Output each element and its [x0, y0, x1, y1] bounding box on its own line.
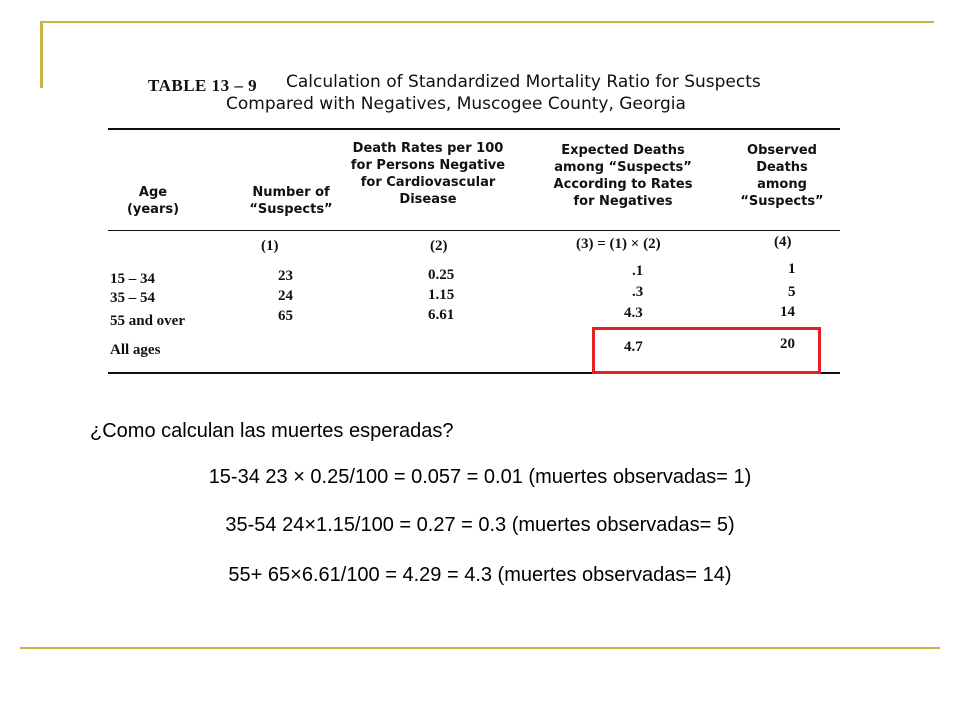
row-age: 55 and over	[110, 313, 185, 329]
highlight-box	[592, 327, 821, 374]
cell-number: 65	[278, 308, 293, 324]
header-col2-line: for Cardiovascular	[360, 175, 496, 190]
header-col3-line: for Negatives	[573, 194, 673, 209]
header-age	[118, 184, 188, 218]
cell-observed: 1	[788, 261, 796, 277]
header-col1	[236, 184, 346, 218]
cell-total-expected: 4.7	[624, 339, 643, 355]
row-age: 35 – 54	[110, 290, 155, 306]
decorative-top-line	[40, 21, 934, 23]
cell-expected: .1	[632, 263, 644, 279]
table-top-rule	[108, 128, 840, 130]
header-col4-line: among	[757, 177, 807, 192]
cell-rate: 0.25	[428, 267, 455, 283]
header-col3-line: According to Rates	[553, 177, 693, 192]
header-col2	[348, 140, 508, 208]
cell-observed: 14	[780, 304, 795, 320]
header-col2-line: for Persons Negative	[350, 158, 506, 173]
cell-rate: 6.61	[428, 307, 455, 323]
header-col4-line: “Suspects”	[740, 194, 824, 209]
header-col4	[732, 142, 832, 210]
cell-total-observed: 20	[780, 336, 795, 352]
cell-rate: 1.15	[428, 287, 455, 303]
header-col4-line: Deaths	[756, 160, 808, 175]
cell-observed: 5	[788, 284, 796, 300]
header-age-line: (years)	[126, 202, 180, 217]
cell-number: 23	[278, 268, 293, 284]
header-col3	[538, 142, 708, 210]
table-title-line-2: Compared with Negatives, Muscogee County, Georgia	[226, 94, 686, 114]
calculation-line-2: 35-54 24×1.15/100 = 0.27 = 0.3 (muertes observadas= 5)	[225, 514, 735, 536]
question-text: ¿Como calculan las muertes esperadas?	[90, 420, 454, 442]
header-rule	[108, 230, 840, 231]
column-number-1: (1)	[261, 238, 279, 254]
cell-expected: .3	[632, 284, 644, 300]
header-col3-line: among “Suspects”	[554, 160, 692, 175]
column-number-3: (3) = (1) × (2)	[576, 236, 661, 252]
table-title-line-1: Calculation of Standardized Mortality Ratio for Suspects	[286, 72, 761, 92]
header-col1-line: Number of	[252, 185, 330, 200]
calculation-line-1: 15-34 23 × 0.25/100 = 0.057 = 0.01 (muertes observadas= 1)	[208, 466, 752, 488]
decorative-bottom-line	[20, 647, 940, 649]
table-label: TABLE 13 – 9	[148, 76, 258, 95]
column-number-2: (2)	[430, 238, 448, 254]
header-col4-line: Observed	[747, 143, 817, 158]
header-col1-line: “Suspects”	[249, 202, 333, 217]
row-total-label: All ages	[110, 342, 161, 358]
header-col2-line: Disease	[399, 192, 457, 207]
header-age-line: Age	[138, 185, 168, 200]
header-col2-line: Death Rates per 100	[352, 141, 504, 156]
column-number-4: (4)	[774, 234, 792, 250]
decorative-left-line	[40, 22, 43, 88]
header-col3-line: Expected Deaths	[561, 143, 685, 158]
calculation-line-3: 55+ 65×6.61/100 = 4.29 = 4.3 (muertes observadas= 14)	[228, 564, 732, 586]
cell-number: 24	[278, 288, 293, 304]
row-age: 15 – 34	[110, 271, 155, 287]
cell-expected: 4.3	[624, 305, 643, 321]
